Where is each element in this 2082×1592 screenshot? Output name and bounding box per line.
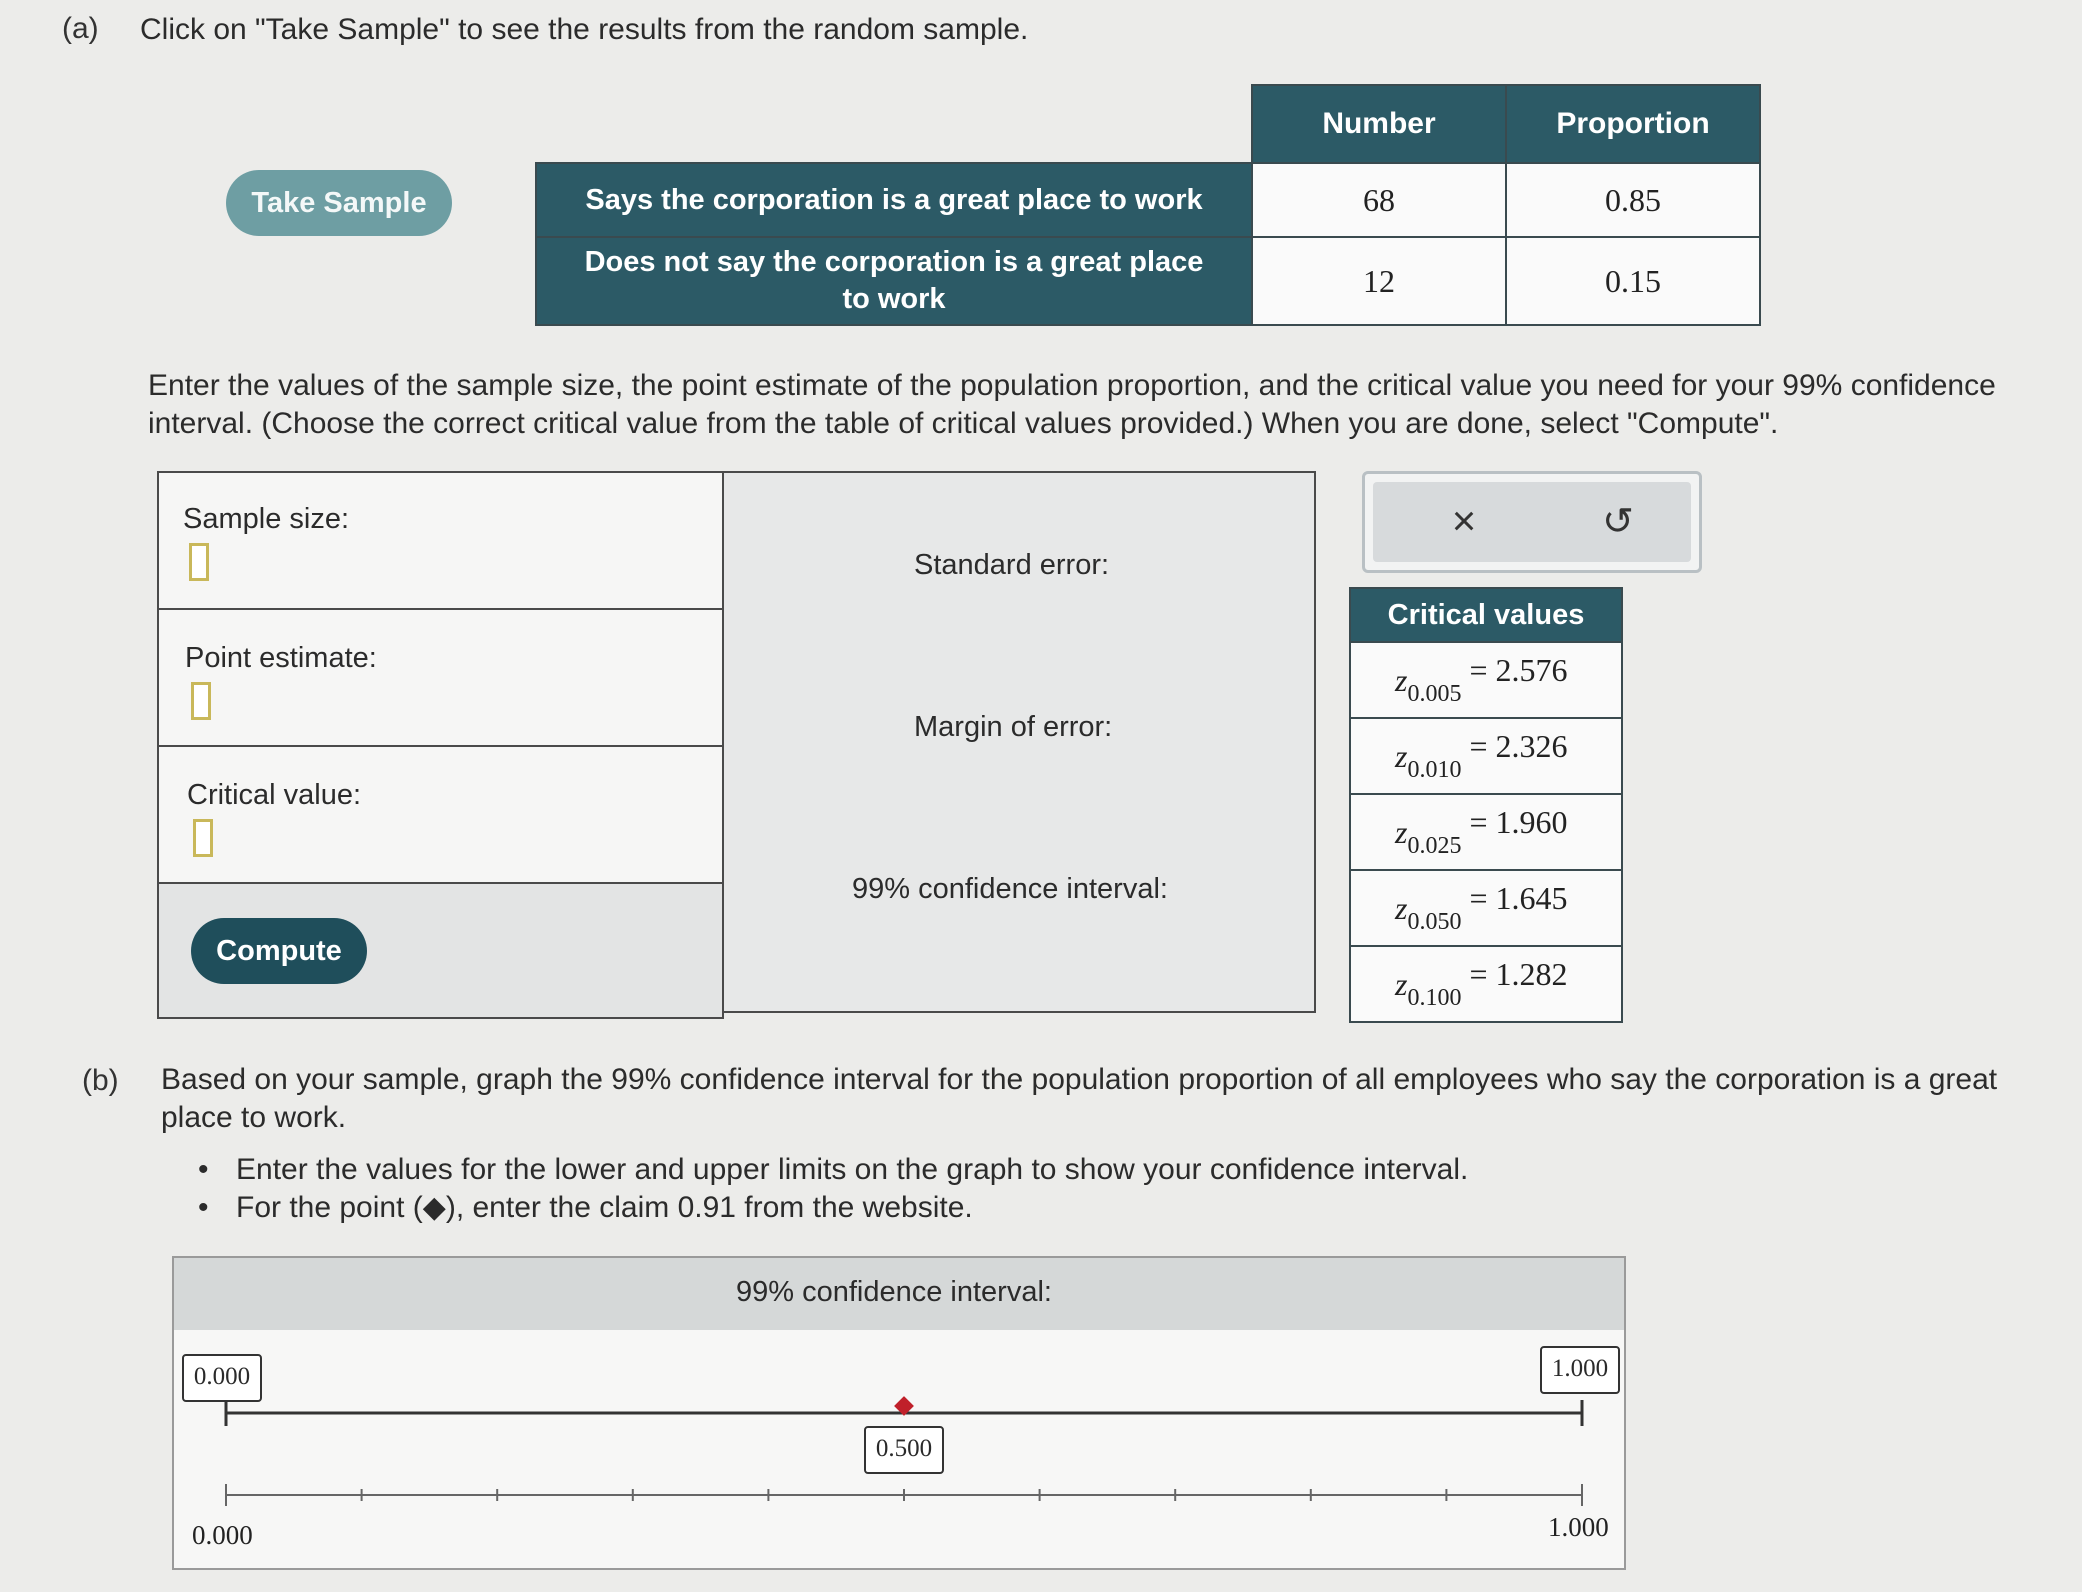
sample-size-cell: [159, 473, 722, 610]
critical-value: 2.326: [1495, 728, 1568, 764]
graph-title: 99% confidence interval:: [736, 1276, 1052, 1308]
z-subscript: 0.010: [1407, 757, 1462, 783]
z-subscript: 0.025: [1407, 833, 1462, 859]
critical-value: 2.576: [1495, 652, 1568, 688]
z-subscript: 0.050: [1407, 909, 1462, 935]
action-panel: [1362, 471, 1702, 573]
action-panel-inner: [1373, 482, 1691, 562]
equals-sign: =: [1461, 880, 1496, 916]
axis-min-label: 0.000: [192, 1520, 253, 1550]
sample-results-table: [535, 84, 1761, 326]
critical-value-row: [1350, 718, 1622, 794]
undo-icon[interactable]: ↺: [1602, 500, 1634, 543]
critical-value-row: [1350, 870, 1622, 946]
z-symbol: z: [1395, 814, 1408, 850]
confidence-interval-graph: [172, 1256, 1626, 1570]
table-row: [536, 237, 1760, 325]
z-symbol: z: [1395, 662, 1408, 698]
point-value-input[interactable]: 0.500: [864, 1426, 944, 1474]
equals-sign: =: [1461, 956, 1496, 992]
point-estimate-cell: [159, 610, 722, 747]
compute-button[interactable]: Compute: [191, 918, 367, 984]
bullet-list: [198, 1151, 1468, 1227]
critical-value: 1.960: [1495, 804, 1568, 840]
enter-instruction: [148, 367, 2082, 443]
equals-sign: =: [1461, 652, 1496, 688]
list-item: [198, 1151, 1468, 1189]
number-cell: 68: [1252, 163, 1506, 237]
part-b-instruction-line: Based on your sample, graph the 99% confidence interval for the population proportion of all employees who say the corporation is a great: [161, 1063, 1998, 1096]
row-label-line: Does not say the corporation is a great place: [584, 246, 1204, 278]
critical-value: 1.645: [1495, 880, 1568, 916]
table-row: [536, 163, 1760, 237]
z-symbol: z: [1395, 966, 1408, 1002]
number-line: [174, 1258, 1624, 1568]
part-a-label: (a): [62, 12, 99, 45]
confidence-interval-label: 99% confidence interval:: [852, 873, 1168, 905]
part-b-label: (b): [82, 1064, 119, 1097]
critical-value: 1.282: [1495, 956, 1568, 992]
z-subscript: 0.100: [1407, 985, 1462, 1011]
proportion-cell: 0.85: [1506, 163, 1760, 237]
sample-size-input[interactable]: [189, 543, 209, 581]
row-label: Says the corporation is a great place to work: [536, 163, 1252, 237]
z-symbol: z: [1395, 738, 1408, 774]
equals-sign: =: [1461, 804, 1496, 840]
row-label-line: to work: [842, 283, 946, 315]
upper-limit-input[interactable]: 1.000: [1540, 1346, 1620, 1394]
take-sample-button[interactable]: Take Sample: [226, 170, 452, 236]
close-icon[interactable]: ×: [1451, 497, 1477, 544]
z-symbol: z: [1395, 890, 1408, 926]
enter-instruction-line: interval. (Choose the correct critical value from the table of critical values provided.) When you are done, select "Compute".: [148, 407, 1779, 440]
part-b-instruction-line: place to work.: [161, 1101, 347, 1134]
critical-value-row: [1350, 946, 1622, 1022]
bullet-text: For the point (◆), enter the claim 0.91 from the website.: [236, 1191, 973, 1224]
critical-value-input[interactable]: [193, 819, 213, 857]
critical-value-row: [1350, 642, 1622, 718]
bullet-text: Enter the values for the lower and upper limits on the graph to show your confidence interval.: [236, 1153, 1469, 1186]
list-item: [198, 1189, 1468, 1227]
point-estimate-label: Point estimate:: [185, 642, 377, 674]
part-a-instruction: Click on "Take Sample" to see the results from the random sample.: [140, 13, 1029, 46]
number-cell: 12: [1252, 237, 1506, 325]
standard-error-label: Standard error:: [914, 549, 1110, 581]
critical-value-label: Critical value:: [187, 779, 362, 811]
bullet-dot: •: [198, 1153, 209, 1186]
margin-of-error-label: Margin of error:: [914, 711, 1113, 743]
output-panel: [722, 471, 1316, 1013]
axis-max-label: 1.000: [1548, 1512, 1609, 1542]
critical-values-table: [1349, 587, 1623, 1023]
part-b-instruction: [161, 1061, 2082, 1137]
lower-limit-input[interactable]: 0.000: [182, 1354, 262, 1402]
proportion-cell: 0.15: [1506, 237, 1760, 325]
point-estimate-input[interactable]: [191, 682, 211, 720]
column-header-number: Number: [1252, 85, 1506, 163]
sample-size-label: Sample size:: [183, 503, 350, 535]
critical-value-row: [1350, 794, 1622, 870]
column-header-proportion: Proportion: [1506, 85, 1760, 163]
critical-value-cell: [159, 747, 722, 884]
critical-values-header: Critical values: [1350, 588, 1622, 642]
bullet-dot: •: [198, 1191, 209, 1224]
equals-sign: =: [1461, 728, 1496, 764]
z-subscript: 0.005: [1407, 681, 1462, 707]
row-label: [536, 237, 1252, 325]
enter-instruction-line: Enter the values of the sample size, the point estimate of the population proportion, and the critical value you need for your 99% confidence: [148, 369, 1996, 402]
